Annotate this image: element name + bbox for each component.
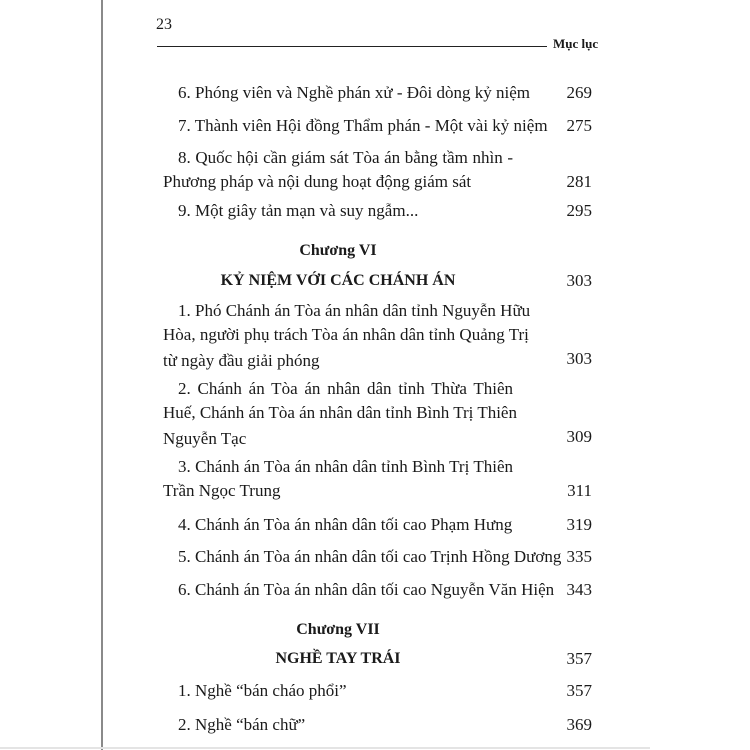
toc-page-number: 269: [566, 83, 592, 102]
toc-entry[interactable]: [163, 513, 513, 537]
toc-entry-line: 1. Nghề “bán cháo phổi”: [178, 681, 347, 700]
chapter-label: Chương VII: [296, 621, 380, 638]
toc-entry[interactable]: [163, 114, 548, 138]
toc-page-number: 369: [566, 715, 592, 734]
toc-entry-line: 7. Thành viên Hội đồng Thẩm phán - Một vài kỷ niệm: [178, 116, 548, 135]
toc-entry-line: Huế, Chánh án Tòa án nhân dân tỉnh Bình Trị Thiên: [163, 403, 517, 422]
toc-entry-line: 6. Chánh án Tòa án nhân dân tối cao Nguyễn Văn Hiện: [178, 580, 555, 599]
toc-page-number: 303: [566, 349, 592, 368]
running-title: Mục lục: [553, 36, 599, 51]
toc-entry-line: Trần Ngọc Trung: [163, 481, 281, 500]
toc-entry[interactable]: [163, 377, 517, 451]
header-rule: [157, 46, 547, 47]
page-number: 23: [156, 16, 172, 33]
toc-entry[interactable]: [163, 455, 513, 503]
toc-page-number: 309: [566, 427, 592, 446]
toc-entry-line: 3. Chánh án Tòa án nhân dân tỉnh Bình Trị Thiên: [178, 457, 513, 476]
chapter-title[interactable]: NGHỀ TAY TRÁI: [275, 650, 401, 667]
toc-entry[interactable]: [163, 199, 513, 223]
toc-entry-line: từ ngày đầu giải phóng: [163, 351, 320, 370]
toc-entry-line: 2. Chánh án Tòa án nhân dân tỉnh Thừa Thiên: [178, 379, 513, 398]
toc-page-number: 311: [567, 481, 592, 500]
toc-entry[interactable]: [163, 545, 562, 569]
toc-entry-line: 2. Nghề “bán chữ”: [178, 715, 306, 734]
toc-entry[interactable]: [163, 713, 513, 737]
page-edge-line: [101, 0, 103, 750]
toc-entry-line: 6. Phóng viên và Nghề phán xử - Đôi dòng kỷ niệm: [178, 83, 531, 102]
toc-entry[interactable]: [163, 299, 531, 373]
toc-entry-line: 5. Chánh án Tòa án nhân dân tối cao Trịnh Hồng Dương: [178, 547, 562, 566]
toc-entry-line: 4. Chánh án Tòa án nhân dân tối cao Phạm Hưng: [178, 515, 513, 534]
toc-page-number: 295: [566, 201, 592, 220]
toc-page-number: 281: [566, 172, 592, 191]
toc-page-number: 357: [566, 681, 592, 700]
toc-page-number: 275: [566, 116, 592, 135]
chapter-page-number: 303: [566, 271, 592, 290]
chapter-page-number: 357: [566, 649, 592, 668]
toc-entry-line: Phương pháp và nội dung hoạt động giám sát: [163, 172, 472, 191]
chapter-title[interactable]: KỶ NIỆM VỚI CÁC CHÁNH ÁN: [220, 272, 456, 289]
toc-entry-line: 8. Quốc hội cần giám sát Tòa án bằng tầm nhìn -: [178, 148, 513, 167]
toc-page-number: 343: [566, 580, 592, 599]
toc-page-number: 335: [566, 547, 592, 566]
toc-entry-line: 1. Phó Chánh án Tòa án nhân dân tỉnh Nguyễn Hữu: [178, 301, 531, 320]
chapter-label: Chương VI: [299, 242, 377, 259]
page-bottom-edge: [0, 747, 650, 749]
toc-entry-line: Hòa, người phụ trách Tòa án nhân dân tỉnh Quảng Trị: [163, 325, 529, 344]
toc-entry[interactable]: [163, 679, 513, 703]
toc-page-number: 319: [566, 515, 592, 534]
toc-entry-line: Nguyễn Tạc: [163, 429, 247, 448]
toc-entry-line: 9. Một giây tản mạn và suy ngẫm...: [178, 201, 419, 220]
toc-entry[interactable]: [163, 578, 555, 602]
toc-entry[interactable]: [163, 81, 531, 105]
toc-entry[interactable]: [163, 146, 513, 194]
